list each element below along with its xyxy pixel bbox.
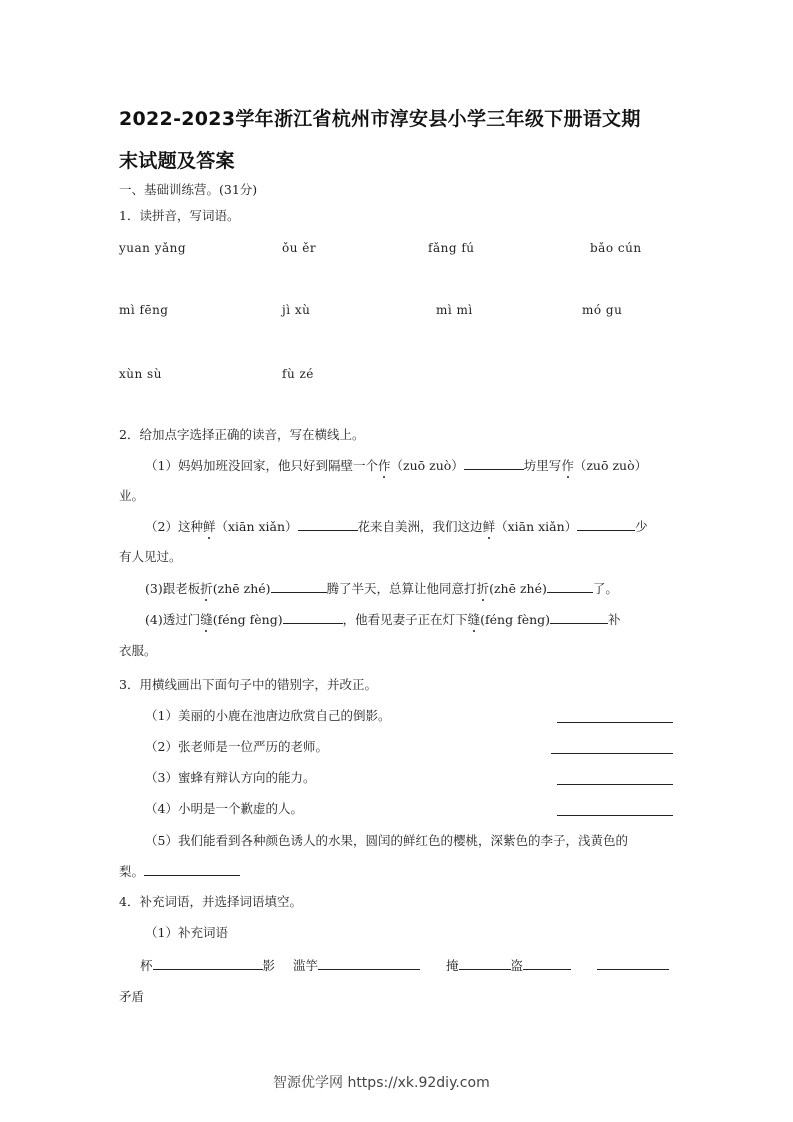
dotted-char: 鲜 xyxy=(482,519,496,534)
question-3-item-5-cont: 梨。 xyxy=(119,863,240,880)
dotted-char: 折 xyxy=(200,581,213,596)
question-2-sentence-3: (3)跟老板折(zhē zhé) 腾了半天，总算让他同意打折(zhē zhé) 了。 xyxy=(145,581,618,596)
answer-blank[interactable] xyxy=(298,518,358,531)
question-2-sentence-1: （1）妈妈加班没回家，他只好到隔壁一个作（zuō zuò） 坊里写作（zuō zuò） xyxy=(145,458,648,473)
question-2-sentence-2: （2）这种鲜（xiān xiǎn） 花来自美洲，我们这边鲜（xiān xiǎn） 少 xyxy=(145,519,648,534)
answer-blank[interactable] xyxy=(459,957,511,970)
dotted-char: 缝 xyxy=(467,612,481,627)
pinyin-item: mó gu xyxy=(582,303,623,317)
answer-line[interactable] xyxy=(557,784,673,785)
question-3-heading: 3．用横线画出下面句子中的错别字，并改正。 xyxy=(119,677,377,692)
answer-line[interactable] xyxy=(557,722,673,723)
question-4-heading: 4．补充词语，并选择词语填空。 xyxy=(119,894,302,909)
dotted-char: 缝 xyxy=(200,612,213,627)
question-3-item-2: （2）张老师是一位严历的老师。 xyxy=(145,739,328,754)
answer-blank[interactable] xyxy=(271,580,327,593)
question-2-sentence-4: (4)透过门缝(féng fèng) ，他看见妻子正在灯下缝(féng fèng) 补 xyxy=(145,612,621,627)
question-2-heading: 2．给加点字选择正确的读音，写在横线上。 xyxy=(119,427,365,442)
answer-line[interactable] xyxy=(551,753,673,754)
answer-blank[interactable] xyxy=(153,957,263,970)
question-4-word-row-cont: 矛盾 xyxy=(119,989,145,1004)
pinyin-item: jì xù xyxy=(282,303,311,317)
footer-watermark: 智源优学网 https://xk.92diy.com xyxy=(273,1075,490,1091)
pinyin-item: bǎo cún xyxy=(590,241,642,255)
answer-blank[interactable] xyxy=(144,863,240,876)
dotted-char: 作 xyxy=(561,458,574,473)
dotted-char: 鲜 xyxy=(202,519,216,534)
answer-blank[interactable] xyxy=(550,611,608,624)
pinyin-item: mì fēng xyxy=(119,303,169,317)
pinyin-item: xùn sù xyxy=(119,367,162,381)
answer-line[interactable] xyxy=(557,815,673,816)
question-3-item-1: （1）美丽的小鹿在池唐边欣赏自己的倒影。 xyxy=(145,708,391,723)
answer-blank[interactable] xyxy=(318,957,420,970)
pinyin-item: yuan yǎng xyxy=(119,241,187,255)
answer-blank[interactable] xyxy=(464,457,524,470)
question-1-heading: 1．读拼音，写词语。 xyxy=(119,208,240,223)
question-2-sentence-4-cont: 衣服。 xyxy=(119,643,157,658)
question-3-item-5: （5）我们能看到各种颜色诱人的水果，圆闰的鲜红色的樱桃，深紫色的李子，浅黄色的 xyxy=(145,833,628,848)
answer-blank[interactable] xyxy=(547,580,593,593)
question-3-item-3: （3）蜜蜂有辩认方向的能力。 xyxy=(145,770,316,785)
question-3-item-4: （4）小明是一个歉虚的人。 xyxy=(145,801,303,816)
answer-blank[interactable] xyxy=(523,957,571,970)
question-2-sentence-1-cont: 业。 xyxy=(119,488,145,503)
pinyin-item: fù zé xyxy=(282,367,314,381)
pinyin-item: fǎng fú xyxy=(428,241,475,255)
dotted-char: 折 xyxy=(476,581,490,596)
pinyin-item: mì mì xyxy=(436,303,473,317)
page-title-line2: 末试题及答案 xyxy=(119,150,235,172)
page-title-line1: 2022-2023学年浙江省杭州市淳安县小学三年级下册语文期 xyxy=(119,108,641,130)
answer-blank[interactable] xyxy=(577,518,635,531)
answer-blank[interactable] xyxy=(283,611,343,624)
section-heading: 一、基础训练营。(31分) xyxy=(119,182,258,197)
dotted-char: 作 xyxy=(377,458,391,473)
question-2-sentence-2-cont: 有人见过。 xyxy=(119,549,182,564)
question-4-word-row: 杯 影 滥竽 掩 盗 xyxy=(140,957,669,974)
answer-blank[interactable] xyxy=(597,957,669,970)
pinyin-item: ǒu ěr xyxy=(282,241,317,255)
question-4-sub-1: （1）补充词语 xyxy=(145,925,228,940)
